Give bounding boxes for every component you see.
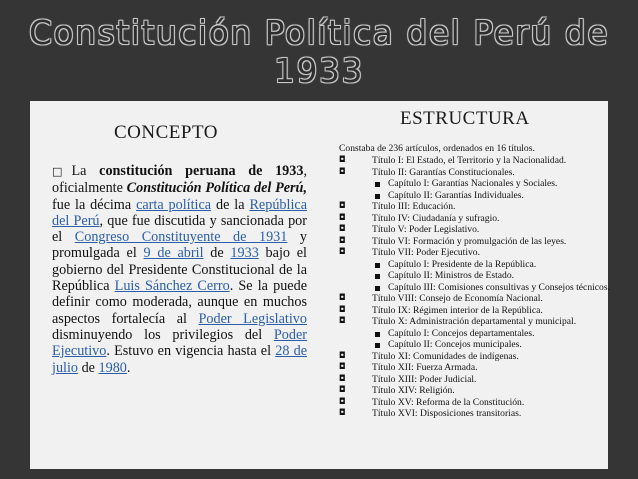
item-text: Título IV: Ciudadanía y sufragio. [372,212,500,224]
item-text: Título XII: Fuerza Armada. [372,362,478,373]
box-bullet-icon: ◘ [339,166,346,177]
item-text: Título XVI: Disposiciones transitorias. [372,408,522,419]
capitulo-item [339,270,631,282]
item-text: Capítulo I: Garantías Nacionales y Sociales. [388,178,558,189]
square-bullet-icon: □ [52,165,72,178]
item-text: Título XI: Comunidades de indígenas. [372,350,519,362]
item-text: Título I: El Estado, el Territorio y la Nacionalidad. [372,155,567,166]
item-text: Título XV: Reforma de la Constitución. [372,396,525,408]
box-bullet-icon: ◘ [339,293,346,303]
titulo-item [339,305,631,317]
slide-title: Constitución Política del Perú de 1933 [28,13,610,90]
capitulo-item [339,282,631,294]
concepto-link[interactable]: Luis Sánchez Cerro [114,278,230,295]
titulo-item [339,408,631,420]
estructura-heading: ESTRUCTURA [400,108,530,129]
box-bullet-icon: ◘ [339,396,346,407]
box-bullet-icon: ◘ [339,408,346,418]
item-text: Título XIV: Religión. [372,385,455,396]
item-text: Capítulo II: Garantías Individuales. [388,189,524,201]
concepto-link[interactable]: carta política [136,196,212,213]
titulo-item [339,236,631,248]
item-text: Capítulo I: Concejos departamentales. [388,327,535,339]
box-bullet-icon: ◘ [339,304,346,315]
concepto-text-segment: de [78,359,99,376]
titulo-item [339,167,631,179]
item-text: Título II: Garantías Constitucionales. [372,166,515,178]
concepto-text-segment: , oficialmente [52,163,307,197]
item-text: Capítulo I: Presidente de la República. [388,258,537,270]
square-bullet-icon [375,332,380,337]
capitulo-item [339,259,631,271]
concepto-heading: CONCEPTO [114,122,218,143]
capitulo-item [339,190,631,202]
titulo-item [339,293,631,305]
item-text: Capítulo III: Comisiones consultivas y Consejos técnicos. [388,281,610,293]
concepto-link[interactable]: 9 de abril [143,245,204,262]
titulo-item [339,316,631,328]
concepto-link[interactable]: 1980 [98,359,127,376]
box-bullet-icon: ◘ [339,350,346,361]
titulo-item [339,362,631,374]
square-bullet-icon [375,343,380,348]
concepto-text-segment: , que fue discutida y sancionada por el [52,212,308,246]
box-bullet-icon: ◘ [339,224,346,234]
box-bullet-icon: ◘ [339,201,346,211]
titulo-item [339,247,631,259]
titulo-item [339,201,631,213]
square-bullet-icon [375,194,380,199]
concepto-text-segment: y promulgada el [52,229,307,262]
box-bullet-icon: ◘ [339,212,346,223]
concepto-link[interactable]: Poder Ejecutivo [52,326,307,360]
box-bullet-icon: ◘ [339,155,346,165]
concepto-text-segment: de la [211,196,250,213]
item-text: Título III: Educación. [372,201,456,212]
concepto-text-segment: . Se la puede definir como moderada, aunque en muchos aspectos fortalecía al [52,278,307,327]
item-text: Título IX: Régimen interior de la República. [372,304,543,316]
titulo-item [339,397,631,409]
estructura-intro: Constaba de 236 artículos, ordenados en 16 títulos. [339,143,535,154]
box-bullet-icon: ◘ [339,247,346,257]
item-text: Capítulo II: Concejos municipales. [388,339,522,350]
square-bullet-icon [375,274,380,279]
concepto-text-segment: constitución peruana de 1933 [99,163,304,179]
concepto-link[interactable]: 28 de julio [52,343,307,376]
box-bullet-icon: ◘ [339,385,346,395]
concepto-link[interactable]: Poder Legislativo [198,310,307,327]
item-text: Título VII: Poder Ejecutivo. [372,247,480,258]
capitulo-item [339,178,631,190]
concepto-text-segment: fue la décima [52,196,137,213]
concepto-text-segment: bajo el gobierno del Presidente Constitucional de la República [52,245,307,295]
item-text: Título V: Poder Legislativo. [372,224,480,235]
item-text: Título X: Administración departamental y municipal. [372,316,577,327]
concepto-text-segment: La [71,163,100,179]
item-text: Título VI: Formación y promulgación de las leyes. [372,235,567,247]
box-bullet-icon: ◘ [339,362,346,372]
box-bullet-icon: ◘ [339,235,346,246]
titulo-item [339,213,631,225]
titulo-item [339,351,631,363]
box-bullet-icon: ◘ [339,373,346,384]
concepto-text-segment: de [203,245,231,262]
concepto-text-segment: . [126,359,131,376]
titulo-item [339,224,631,236]
concepto-text-segment: . Estuvo en vigencia hasta el [106,343,276,360]
concepto-paragraph [52,163,307,376]
concepto-link[interactable]: República del Perú [52,196,307,229]
capitulo-item [339,328,631,340]
concepto-text-segment: Constitución Política del Perú, [126,180,307,197]
titulo-item [339,155,631,167]
capitulo-item [339,339,631,351]
box-bullet-icon: ◘ [339,316,346,326]
concepto-link[interactable]: 1933 [230,245,259,262]
square-bullet-icon [375,263,380,268]
square-bullet-icon [375,182,380,187]
estructura-list [339,155,631,420]
titulo-item [339,374,631,386]
concepto-link[interactable]: Congreso Constituyente de 1931 [74,229,288,246]
item-text: Título VIII: Consejo de Economía Nacional. [372,293,543,304]
item-text: Capítulo II: Ministros de Estado. [388,270,515,281]
item-text: Título XIII: Poder Judicial. [372,373,477,385]
titulo-item [339,385,631,397]
concepto-text-segment: disminuyendo los privilegios del [52,326,274,343]
square-bullet-icon [375,286,380,291]
